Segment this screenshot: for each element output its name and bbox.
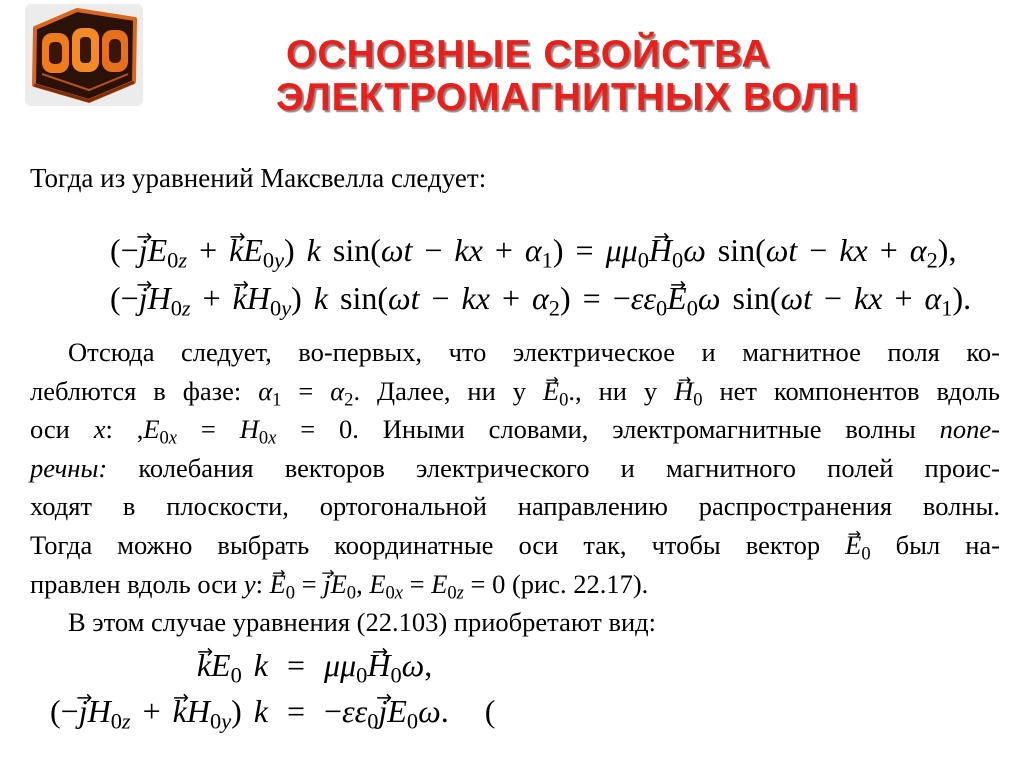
equation-line-1 bbox=[110, 226, 971, 274]
math-italic: kx bbox=[461, 280, 490, 316]
vector-symbol: → H bbox=[649, 234, 672, 266]
subscript-italic: z bbox=[178, 247, 188, 273]
equation-rhs bbox=[324, 688, 495, 734]
logo bbox=[25, 4, 143, 106]
math-italic: kx bbox=[454, 232, 483, 268]
paragraph-line bbox=[30, 410, 1000, 449]
text-run: + bbox=[882, 280, 925, 316]
text-run: ) bbox=[231, 693, 254, 729]
math-italic: y bbox=[243, 568, 256, 599]
math-italic: H bbox=[246, 280, 270, 316]
equation-rhs-body bbox=[324, 693, 449, 734]
vector-symbol: → k bbox=[197, 649, 211, 681]
vector-symbol: → j bbox=[378, 695, 387, 727]
vector-symbol: → H bbox=[367, 649, 390, 681]
subscript-italic: z bbox=[456, 582, 464, 604]
math-italic: E bbox=[243, 232, 263, 268]
text-run bbox=[242, 647, 254, 683]
math-italic: α bbox=[924, 280, 942, 316]
vector-symbol: → E bbox=[543, 378, 559, 405]
equation-line-2 bbox=[110, 274, 971, 322]
subscript: 2 bbox=[548, 295, 560, 321]
subscript: 0 bbox=[693, 389, 703, 411]
subscript: 0 bbox=[672, 247, 684, 273]
math-italic: ωt bbox=[765, 232, 798, 268]
text-run: = bbox=[286, 647, 306, 683]
paragraph-line bbox=[30, 372, 1000, 411]
text-run: ходят в плоскости, ортогональной направлению распространения волны. bbox=[30, 491, 1000, 522]
text-run: + bbox=[867, 232, 910, 268]
math-italic: E bbox=[330, 568, 347, 599]
math-italic: α bbox=[258, 375, 273, 406]
math-italic: k bbox=[306, 232, 321, 268]
text-run: + bbox=[130, 693, 173, 729]
subscript: 0 bbox=[655, 295, 668, 321]
math-italic: E bbox=[143, 414, 160, 445]
text-run: : bbox=[255, 568, 270, 599]
math-italic: ω bbox=[418, 693, 441, 729]
subscript: 1 bbox=[541, 247, 553, 273]
math-italic: εε bbox=[630, 280, 656, 316]
maxwell-equations-block bbox=[110, 226, 971, 322]
text-run: ) bbox=[291, 280, 314, 316]
paragraph-line bbox=[30, 333, 1000, 372]
text-run: ), bbox=[937, 232, 957, 268]
vector-symbol: → k bbox=[173, 695, 187, 727]
text-run: ) = − bbox=[559, 280, 631, 316]
subscript: 0 bbox=[346, 582, 357, 604]
math-italic: k bbox=[313, 280, 328, 316]
subscript: 0 bbox=[269, 295, 282, 321]
subscript-italic: x bbox=[168, 427, 178, 449]
math-italic: μμ bbox=[324, 647, 357, 683]
text-run: ). bbox=[952, 280, 972, 316]
subscript: 0 bbox=[159, 427, 169, 449]
math-italic: ω bbox=[697, 280, 721, 316]
math-italic: речны: bbox=[30, 452, 108, 483]
subscript: 0 bbox=[390, 662, 402, 688]
text-run: = bbox=[281, 375, 331, 406]
subscript: 1 bbox=[941, 295, 953, 321]
vector-symbol: → E bbox=[667, 282, 687, 314]
text-run: (− bbox=[110, 232, 139, 268]
subscript: 1 bbox=[272, 389, 282, 411]
subscript: 0 bbox=[559, 389, 569, 411]
text-run: = bbox=[177, 414, 240, 445]
text-run: леблются в фазе: bbox=[30, 375, 259, 406]
vector-symbol: → k bbox=[229, 234, 243, 266]
text-run: ., ни у bbox=[568, 375, 675, 406]
math-italic: E bbox=[387, 693, 407, 729]
subscript-italic: y bbox=[274, 247, 285, 273]
text-run: − bbox=[797, 232, 840, 268]
text-run: = 0 (рис. 22.17). bbox=[463, 568, 649, 599]
subscript: 0 bbox=[209, 708, 222, 734]
subscript: 0 bbox=[406, 708, 419, 734]
text-run: sin( bbox=[705, 232, 766, 268]
text-run: sin( bbox=[320, 232, 381, 268]
slide-title-line-1: ОСНОВНЫЕ СВОЙСТВА bbox=[286, 33, 771, 76]
text-run: . bbox=[440, 693, 449, 729]
paragraph-line bbox=[30, 449, 1000, 488]
vector-symbol: → j bbox=[79, 695, 88, 727]
vector-symbol: → j bbox=[323, 571, 330, 598]
text-run: + bbox=[489, 280, 532, 316]
subscript: 0 bbox=[167, 247, 179, 273]
math-italic: x bbox=[93, 414, 106, 445]
math-italic: E bbox=[369, 568, 386, 599]
text-run: = bbox=[295, 568, 324, 599]
math-italic: εε bbox=[342, 693, 368, 729]
vector-symbol: → E bbox=[845, 532, 861, 559]
subscript: 0 bbox=[637, 247, 649, 273]
math-italic: попе- bbox=[939, 414, 1000, 445]
math-italic: kx bbox=[854, 280, 883, 316]
math-italic: E bbox=[431, 568, 448, 599]
subscript: 0 bbox=[356, 662, 368, 688]
math-italic: E bbox=[147, 232, 168, 268]
subscript: 0 bbox=[170, 295, 182, 321]
math-italic: α bbox=[909, 232, 927, 268]
subscript-italic: z bbox=[121, 708, 131, 734]
math-italic: μμ bbox=[605, 232, 638, 268]
text-run: ) bbox=[284, 232, 307, 268]
subscript: 0 bbox=[385, 582, 395, 604]
text-run: ) = bbox=[552, 232, 606, 268]
text-run: + bbox=[187, 232, 230, 268]
text-run: был на- bbox=[870, 529, 1000, 560]
paragraph-line bbox=[30, 526, 1000, 565]
subscript: 0 bbox=[861, 543, 871, 565]
subscript: 2 bbox=[344, 389, 354, 411]
paragraph-line bbox=[30, 487, 1000, 526]
math-italic: H bbox=[147, 280, 171, 316]
subscript-italic: x bbox=[394, 582, 403, 604]
subscript: 2 bbox=[926, 247, 938, 273]
text-run: + bbox=[190, 280, 233, 316]
equals-sign bbox=[268, 688, 324, 734]
text-run: Отсюда следует, во-первых, что электрическое и магнитное поля ко- bbox=[68, 337, 1000, 367]
math-italic: ωt bbox=[780, 280, 812, 316]
subscript: 0 bbox=[110, 708, 122, 734]
result-equations-block bbox=[28, 642, 495, 734]
paragraph-line bbox=[30, 565, 1000, 604]
math-italic: kx bbox=[839, 232, 868, 268]
subscript: 0 bbox=[230, 662, 242, 688]
text-run: sin( bbox=[328, 280, 388, 316]
equation-rhs bbox=[324, 642, 495, 688]
text-run: − bbox=[412, 232, 455, 268]
subscript: 0 bbox=[686, 295, 698, 321]
math-italic: α bbox=[524, 232, 542, 268]
text-run: − bbox=[811, 280, 855, 316]
math-italic: E bbox=[211, 647, 231, 683]
vector-symbol: → H bbox=[674, 378, 693, 405]
body-paragraph bbox=[30, 333, 1000, 642]
vector-symbol: → E bbox=[270, 571, 286, 598]
math-italic: k bbox=[253, 693, 268, 729]
math-italic: H bbox=[87, 693, 111, 729]
text-run: (− bbox=[110, 280, 139, 316]
text-run: = 0. Иными словами, электромагнитные волны bbox=[276, 414, 940, 445]
subscript-italic: y bbox=[221, 708, 232, 734]
vector-symbol: → j bbox=[139, 234, 148, 266]
subscript: 0 bbox=[262, 247, 275, 273]
subscript-italic: z bbox=[181, 295, 191, 321]
subscript: 0 bbox=[258, 427, 269, 449]
subscript: 0 bbox=[367, 708, 379, 734]
paragraph-line bbox=[30, 603, 1000, 642]
subscript: 0 bbox=[447, 582, 457, 604]
text-run: − bbox=[419, 280, 462, 316]
equals-sign bbox=[268, 642, 324, 688]
math-italic: ω bbox=[683, 232, 706, 268]
slide-title-line-2: ЭЛЕКТРОМАГНИТНЫХ ВОЛН bbox=[276, 76, 860, 119]
math-italic: α bbox=[330, 375, 345, 406]
text-run: , bbox=[424, 647, 433, 683]
text-run: колебания векторов электрического и магнитного полей проис- bbox=[107, 452, 1000, 483]
text-run: оси bbox=[30, 414, 94, 445]
math-italic: ωt bbox=[380, 232, 413, 268]
equation-lhs bbox=[28, 688, 268, 734]
math-italic: k bbox=[253, 647, 268, 683]
math-italic: α bbox=[531, 280, 549, 316]
vector-symbol: → k bbox=[233, 282, 247, 314]
text-run: , bbox=[356, 568, 370, 599]
subscript-italic: x bbox=[268, 427, 277, 449]
text-run: . Далее, ни у bbox=[353, 375, 543, 406]
text-run: − bbox=[324, 693, 343, 729]
text-run: : , bbox=[105, 414, 144, 445]
equation-row-2 bbox=[28, 688, 495, 734]
intro-text: Тогда из уравнений Максвелла следует: bbox=[30, 163, 487, 193]
text-run: нет компонентов вдоль bbox=[702, 375, 1001, 406]
text-run: ( bbox=[484, 693, 496, 729]
text-run: sin( bbox=[720, 280, 781, 316]
equation-row-1 bbox=[28, 642, 495, 688]
math-italic: H bbox=[239, 414, 259, 445]
text-run: правлен вдоль оси bbox=[30, 568, 244, 599]
text-run: Тогда можно выбрать координатные оси так, чтобы вектор bbox=[30, 529, 846, 560]
text-run: = bbox=[286, 693, 306, 729]
text-run: В этом случае уравнения (22.103) приобретают вид: bbox=[68, 607, 657, 638]
subscript: 0 bbox=[285, 582, 296, 604]
subscript-italic: y bbox=[281, 295, 292, 321]
vector-symbol: → j bbox=[139, 282, 148, 314]
text-run: + bbox=[482, 232, 525, 268]
math-italic: H bbox=[186, 693, 210, 729]
text-run: = bbox=[403, 568, 432, 599]
math-italic: ωt bbox=[388, 280, 420, 316]
stray-parenthesis bbox=[485, 693, 496, 729]
equation-lhs bbox=[28, 642, 268, 688]
text-run: (− bbox=[50, 693, 79, 729]
math-italic: ω bbox=[401, 647, 425, 683]
